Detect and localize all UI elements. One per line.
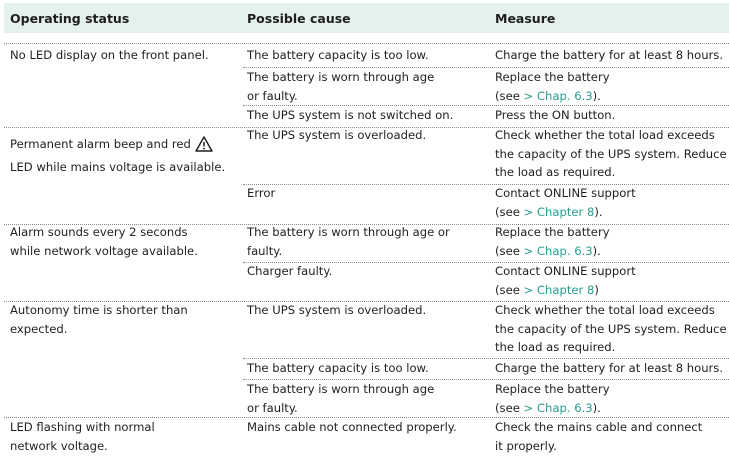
header-measure: Measure: [495, 11, 556, 26]
cause-line: The UPS system is not switched on.: [247, 108, 454, 122]
measure-text: Replace the battery: [495, 382, 610, 396]
possible-cause-cell: [247, 184, 487, 203]
operating-status-cell: [10, 135, 238, 176]
measure-line: [495, 437, 727, 456]
possible-cause-cell: [247, 380, 487, 417]
measure-line: [495, 359, 727, 378]
measure-text: Check the mains cable and connect: [495, 420, 703, 434]
status-text: Permanent alarm beep and red: [10, 137, 191, 151]
possible-cause-cell: [247, 359, 487, 378]
possible-cause-cell: [247, 223, 487, 260]
cause-line: Error: [247, 186, 276, 200]
measure-text: (see: [495, 204, 524, 219]
measure-line: [495, 126, 727, 145]
status-line: [10, 437, 238, 456]
possible-cause-cell: [247, 106, 487, 125]
measure-line: [495, 281, 727, 300]
measure-line: [495, 203, 727, 222]
measure-text: (see: [495, 282, 524, 297]
status-line: [10, 242, 238, 261]
operating-status-cell: [10, 223, 238, 260]
measure-cell: [495, 262, 727, 299]
measure-text: it properly.: [495, 438, 557, 453]
measure-text: (see: [495, 243, 524, 258]
measure-line: [495, 301, 727, 320]
measure-cell: [495, 223, 727, 260]
measure-text: (see: [495, 400, 524, 415]
measure-text-end: ).: [594, 204, 603, 219]
cause-line: Charger faulty.: [247, 264, 333, 278]
status-line: [10, 223, 238, 242]
status-line: [10, 158, 238, 177]
possible-cause-cell: [247, 68, 487, 105]
chapter-link[interactable]: > Chapter 8: [523, 282, 595, 297]
cause-line: The battery is worn through age or: [247, 225, 450, 239]
status-line: [10, 320, 238, 339]
chapter-link[interactable]: > Chapter 8: [523, 204, 595, 219]
operating-status-cell: [10, 301, 238, 338]
measure-cell: [495, 68, 727, 105]
measure-text: (see: [495, 88, 524, 103]
chapter-link[interactable]: > Chap. 6.3: [523, 400, 593, 415]
cause-line: The battery capacity is too low.: [247, 48, 429, 62]
status-line: [10, 135, 238, 158]
measure-text: Charge the battery for at least 8 hours.: [495, 361, 724, 375]
measure-line: [495, 380, 727, 399]
status-text: LED flashing with normal: [10, 420, 155, 434]
measure-text-end: ): [594, 282, 599, 297]
measure-text-end: ).: [592, 88, 601, 103]
cause-line: Mains cable not connected properly.: [247, 420, 457, 434]
measure-text-end: ).: [592, 400, 601, 415]
possible-cause-cell: [247, 262, 487, 281]
status-line: [10, 46, 238, 65]
cause-line: The UPS system is overloaded.: [247, 303, 427, 317]
measure-line: [495, 46, 727, 65]
cause-line: or faulty.: [247, 88, 298, 103]
measure-text: Charge the battery for at least 8 hours.: [495, 48, 724, 62]
status-text: expected.: [10, 321, 68, 336]
status-text: No LED display on the front panel.: [10, 48, 209, 62]
cause-line: The battery is worn through age: [247, 382, 435, 396]
measure-cell: [495, 126, 727, 182]
header-operating-status: Operating status: [10, 11, 130, 26]
measure-cell: [495, 184, 727, 221]
possible-cause-cell: [247, 46, 487, 65]
measure-line: [495, 87, 727, 106]
measure-line: [495, 68, 727, 87]
cause-line: The battery capacity is too low.: [247, 361, 429, 375]
measure-text: the load as required.: [495, 165, 616, 179]
possible-cause-cell: [247, 418, 487, 437]
measure-line: [495, 242, 727, 261]
measure-text: Press the ON button.: [495, 108, 616, 122]
measure-cell: [495, 418, 727, 455]
table-header: [4, 3, 729, 33]
operating-status-cell: [10, 46, 238, 65]
status-line: [10, 301, 238, 320]
row-divider: [4, 43, 729, 44]
possible-cause-cell: [247, 301, 487, 320]
cause-line: The battery is worn through age: [247, 70, 435, 84]
measure-line: [495, 338, 727, 357]
measure-line: [495, 262, 727, 281]
warning-triangle-icon: [195, 136, 213, 158]
measure-line: [495, 399, 727, 418]
measure-cell: [495, 301, 727, 357]
measure-line: [495, 320, 727, 339]
measure-cell: [495, 380, 727, 417]
measure-text: the capacity of the UPS system. Reduce: [495, 321, 727, 336]
measure-line: [495, 163, 727, 182]
cause-line: or faulty.: [247, 400, 298, 415]
status-text: network voltage.: [10, 438, 108, 453]
measure-line: [495, 184, 727, 203]
measure-text-end: ).: [592, 243, 601, 258]
measure-cell: [495, 359, 727, 378]
measure-text: the load as required.: [495, 340, 616, 354]
status-line: [10, 418, 238, 437]
measure-line: [495, 145, 727, 164]
measure-text: Replace the battery: [495, 225, 610, 239]
cause-line: faulty.: [247, 243, 283, 258]
status-text: Autonomy time is shorter than: [10, 303, 188, 317]
measure-line: [495, 106, 727, 125]
status-text: LED while mains voltage is available.: [10, 159, 226, 174]
measure-text: Check whether the total load exceeds: [495, 303, 715, 317]
measure-text: the capacity of the UPS system. Reduce: [495, 146, 727, 161]
possible-cause-cell: [247, 126, 487, 145]
status-text: while network voltage available.: [10, 243, 198, 258]
measure-text: Check whether the total load exceeds: [495, 128, 715, 142]
measure-text: Contact ONLINE support: [495, 264, 636, 278]
operating-status-cell: [10, 418, 238, 455]
measure-line: [495, 418, 727, 437]
measure-text: Contact ONLINE support: [495, 186, 636, 200]
cause-line: The UPS system is overloaded.: [247, 128, 427, 142]
measure-cell: [495, 46, 727, 65]
header-possible-cause: Possible cause: [247, 11, 351, 26]
chapter-link[interactable]: > Chap. 6.3: [523, 243, 593, 258]
status-text: Alarm sounds every 2 seconds: [10, 225, 188, 239]
measure-line: [495, 223, 727, 242]
chapter-link[interactable]: > Chap. 6.3: [523, 88, 593, 103]
measure-cell: [495, 106, 727, 125]
measure-text: Replace the battery: [495, 70, 610, 84]
